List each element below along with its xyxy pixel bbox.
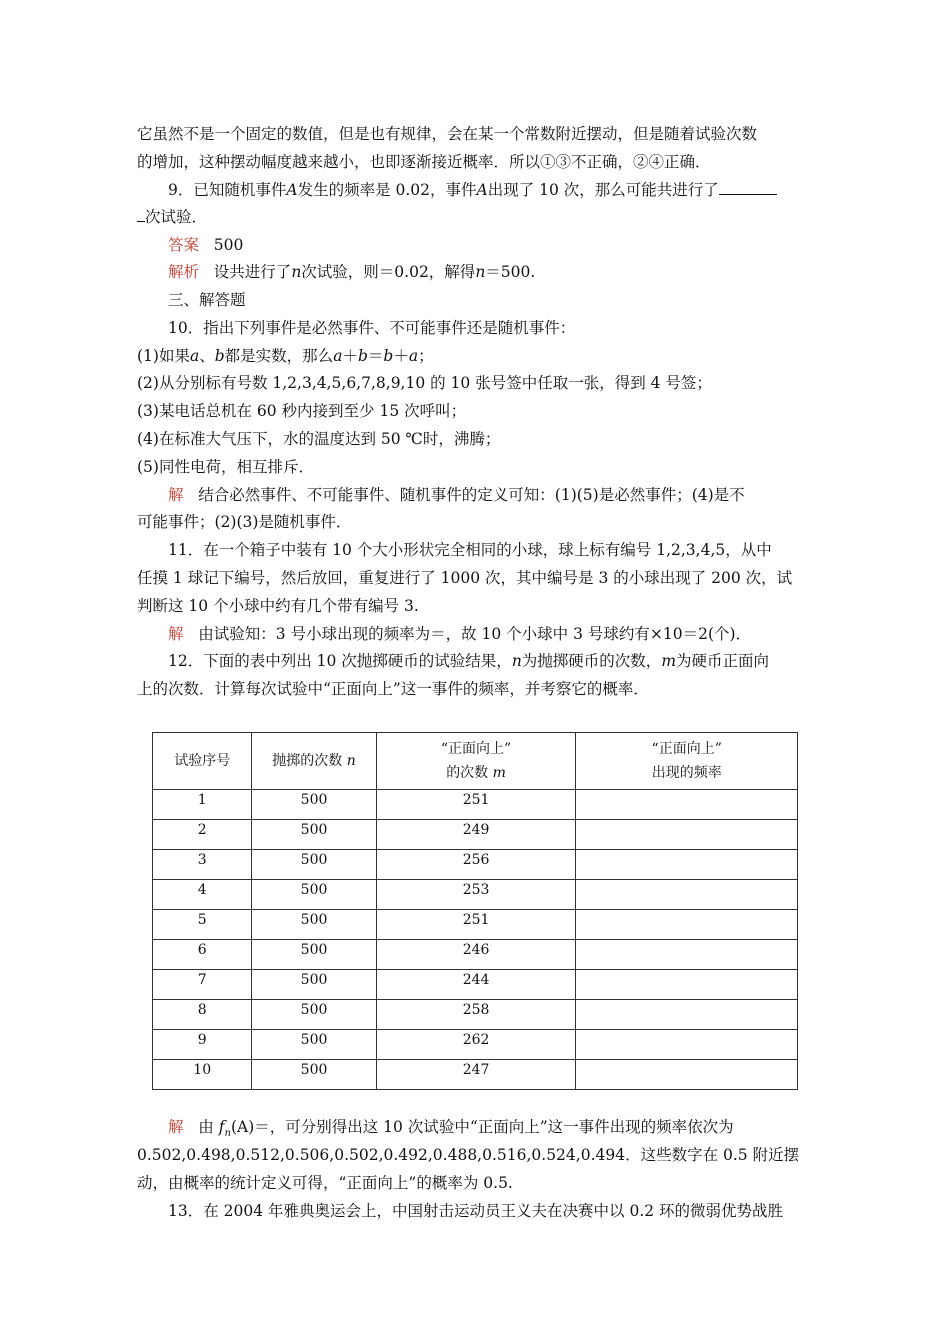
question-9-cont: [137, 207, 817, 227]
question-11-cont: 判断这 10 个小球中约有几个带有编号 3.: [137, 597, 419, 615]
table-row: [153, 790, 798, 820]
question-12: [168, 651, 848, 671]
var: A: [286, 181, 298, 199]
solution-12: [168, 1117, 848, 1144]
var: b: [357, 347, 368, 365]
text: ＝500.: [485, 263, 536, 281]
table-cell: [576, 1000, 798, 1030]
var: m: [661, 652, 677, 670]
question-13: 13．在 2004 年雅典奥运会上，中国射击运动员王义夫在决赛中以 0.2 环的微弱优势战胜: [168, 1202, 784, 1220]
solution-12-cont: 0.502,0.498,0.512,0.506,0.502,0.492,0.488,0.516,0.524,0.494．这些数字在 0.5 附近摆: [137, 1146, 800, 1164]
table-cell: 500: [252, 970, 376, 1000]
header-text: 抛掷的次数: [272, 753, 343, 769]
section-heading: 三、解答题: [168, 291, 246, 309]
question-10-item-5: (5)同性电荷，相互排斥．: [137, 458, 314, 476]
question-9: [168, 180, 848, 200]
table-row: [153, 850, 798, 880]
header-text: “正面向上”: [651, 741, 722, 757]
solution-label: 解: [168, 1118, 184, 1136]
text: 发生的频率是 0.02，事件: [297, 181, 477, 199]
var: f: [218, 1118, 225, 1136]
text: ；: [418, 347, 434, 365]
table-cell: 500: [252, 880, 376, 910]
table-cell: 246: [376, 940, 576, 970]
table-header-row: [153, 733, 798, 790]
answer-value: 500: [213, 236, 244, 254]
table-cell: 251: [376, 790, 576, 820]
table-row: [153, 820, 798, 850]
question-10-item-3: (3)某电话总机在 60 秒内接到至少 15 次呼叫；: [137, 402, 467, 420]
table-row: [153, 940, 798, 970]
solution-label: 解析: [168, 263, 200, 281]
table-row: [153, 1000, 798, 1030]
solution-9: [168, 262, 848, 282]
solution-12-cont: 动，由概率的统计定义可得，“正面向上”的概率为 0.5.: [137, 1174, 513, 1192]
table-cell: [576, 1030, 798, 1060]
var: b: [383, 347, 394, 365]
table-cell: 1: [153, 790, 252, 820]
var: n: [346, 753, 356, 769]
question-11: 11．在一个箱子中装有 10 个大小形状完全相同的小球，球上标有编号 1,2,3,4,5，从中: [168, 541, 772, 559]
question-10: 10．指出下列事件是必然事件、不可能事件还是随机事件：: [168, 319, 576, 337]
text: 次试验，则＝0.02，解得: [301, 263, 476, 281]
table-cell: 500: [252, 1000, 376, 1030]
table-cell: 500: [252, 910, 376, 940]
table-cell: 256: [376, 850, 576, 880]
table-cell: 6: [153, 940, 252, 970]
table-cell: 8: [153, 1000, 252, 1030]
table-cell: 500: [252, 820, 376, 850]
text: ＋: [393, 347, 409, 365]
answer-blank: [137, 207, 145, 222]
question-12-cont: 上的次数．计算每次试验中“正面向上”这一事件的频率，并考察它的概率．: [137, 680, 649, 698]
table-cell: [576, 790, 798, 820]
table-cell: [576, 910, 798, 940]
table-cell: 10: [153, 1060, 252, 1090]
var: a: [333, 347, 343, 365]
table-cell: 5: [153, 910, 252, 940]
table-cell: 500: [252, 1030, 376, 1060]
text: 为抛掷硬币的次数，: [521, 652, 662, 670]
var: b: [214, 347, 225, 365]
text: ＋: [342, 347, 358, 365]
table-cell: 262: [376, 1030, 576, 1060]
table-cell: 4: [153, 880, 252, 910]
solution-label: 解: [168, 625, 184, 643]
var: a: [408, 347, 419, 365]
text: 都是实数，那么: [224, 347, 334, 365]
table-cell: 253: [376, 880, 576, 910]
table-cell: 7: [153, 970, 252, 1000]
table-cell: 2: [153, 820, 252, 850]
table-cell: 3: [153, 850, 252, 880]
var: n: [291, 263, 302, 281]
paragraph-line: 的增加，这种摆动幅度越来越小，也即逐渐接近概率．所以①③不正确，②④正确．: [137, 153, 711, 171]
var: n: [511, 652, 522, 670]
text: 出现了 10 次，那么可能共进行了: [487, 181, 719, 199]
text: 为硬币正面向: [676, 652, 770, 670]
answer-9: [168, 235, 848, 255]
table-cell: 247: [376, 1060, 576, 1090]
text: (1)如果: [137, 347, 190, 365]
text: ＝: [367, 347, 384, 365]
table-row: [153, 880, 798, 910]
text: 结合必然事件、不可能事件、随机事件的定义可知：(1)(5)是必然事件；(4)是不: [198, 486, 745, 504]
text: 、: [199, 347, 215, 365]
question-11-cont: 任摸 1 球记下编号，然后放回，重复进行了 1000 次，其中编号是 3 的小球出现了 200 次，试: [137, 569, 793, 587]
table-cell: 244: [376, 970, 576, 1000]
table-row: [153, 1060, 798, 1090]
header-text: 的次数: [446, 765, 489, 781]
table-cell: 251: [376, 910, 576, 940]
var: n: [475, 263, 486, 281]
solution-11: [168, 624, 848, 644]
var: m: [492, 765, 506, 781]
text: 由试验知：3 号小球出现的频率为＝，故 10 个小球中 3 号球约有×10＝2(个)．: [198, 625, 752, 643]
answer-blank: [719, 180, 777, 195]
text: 12．下面的表中列出 10 次抛掷硬币的试验结果，: [168, 652, 512, 670]
table-cell: 249: [376, 820, 576, 850]
question-10-item-1: [137, 346, 817, 366]
table-cell: [576, 1060, 798, 1090]
table-row: [153, 970, 798, 1000]
text: 设共进行了: [213, 263, 292, 281]
solution-10-cont: 可能事件；(2)(3)是随机事件．: [137, 513, 352, 531]
question-10-item-4: (4)在标准大气压下，水的温度达到 50 ℃时，沸腾；: [137, 430, 501, 448]
header-toss-count: [252, 733, 376, 790]
table-cell: [576, 880, 798, 910]
paragraph-line: 它虽然不是一个固定的数值，但是也有规律，会在某一个常数附近摆动，但是随着试验次数: [137, 125, 758, 143]
table-cell: 500: [252, 1060, 376, 1090]
var: n: [224, 1128, 231, 1140]
header-text: “正面向上”: [440, 741, 512, 757]
table-cell: [576, 970, 798, 1000]
var: A: [476, 181, 488, 199]
table-cell: 9: [153, 1030, 252, 1060]
text: 由: [198, 1118, 214, 1136]
header-text: 试验序号: [174, 753, 231, 769]
header-trial-no: [153, 733, 252, 790]
table-cell: 500: [252, 850, 376, 880]
table-cell: [576, 820, 798, 850]
solution-label: 解: [168, 486, 184, 504]
text: 9．已知随机事件: [168, 181, 287, 199]
header-text: 出现的频率: [651, 765, 722, 781]
table-cell: [576, 940, 798, 970]
results-table: [152, 732, 798, 1090]
table-cell: 258: [376, 1000, 576, 1030]
var: a: [189, 347, 200, 365]
solution-10: [168, 485, 848, 505]
table-cell: 500: [252, 940, 376, 970]
table-row: [153, 1030, 798, 1060]
question-10-item-2: (2)从分别标有号数 1,2,3,4,5,6,7,8,9,10 的 10 张号签中任取一张，得到 4 号签；: [137, 374, 712, 392]
table-cell: [576, 850, 798, 880]
header-heads-frequency: [576, 733, 798, 790]
text: 次试验．: [145, 208, 208, 226]
header-heads-count: [376, 733, 576, 790]
table-row: [153, 910, 798, 940]
table-cell: 500: [252, 790, 376, 820]
text: (A)＝，可分别得出这 10 次试验中“正面向上”这一事件出现的频率依次为: [230, 1118, 734, 1136]
answer-label: 答案: [168, 236, 200, 254]
